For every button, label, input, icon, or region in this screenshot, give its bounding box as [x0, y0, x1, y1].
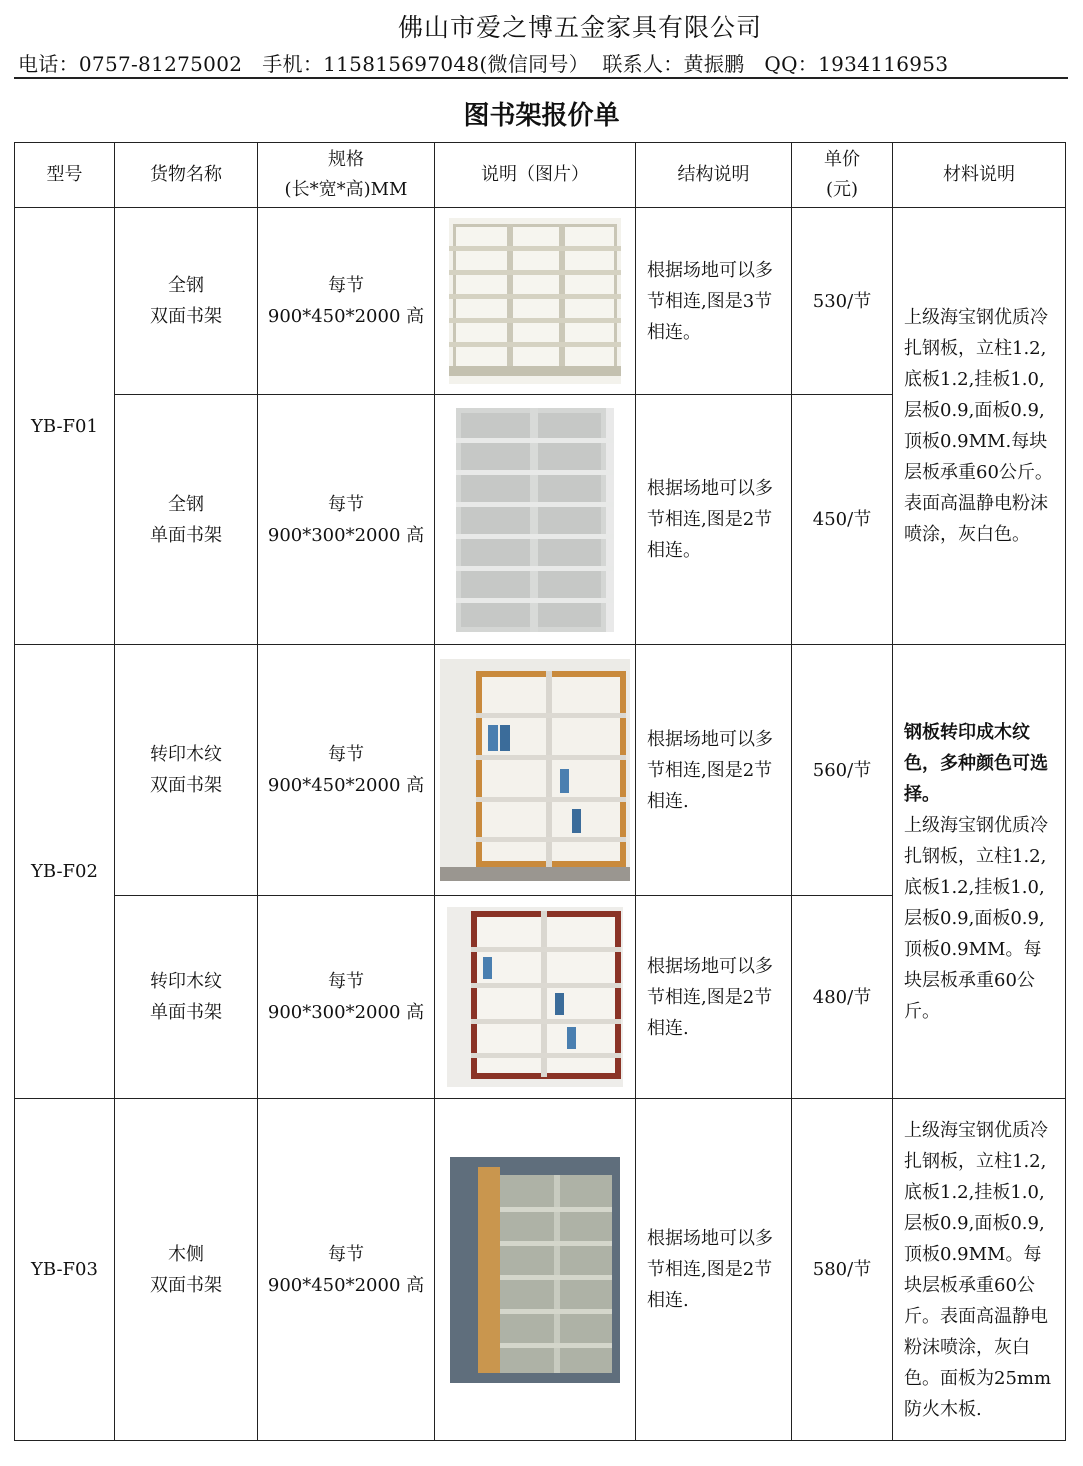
name-cell: 全钢 单面书架 [115, 395, 258, 645]
header-picture: 说明（图片） [435, 143, 636, 208]
model-cell: YB-F03 [15, 1099, 115, 1441]
header-model: 型号 [15, 143, 115, 208]
material-cell [893, 208, 1066, 645]
price-cell: 530/节 [792, 208, 893, 395]
model-cell: YB-F02 [15, 645, 115, 1099]
wood-side-double-bookshelf-image [450, 1157, 620, 1383]
material-text: 上级海宝钢优质冷扎钢板，立柱1.2,底板1.2,挂板1.0,层板0.9,面板0.9,顶板0.9MM。每块层板承重60公斤。 [904, 814, 1048, 1022]
header-spec: 规格 (长*宽*高)MM [258, 143, 435, 208]
company-name: 佛山市爱之博五金家具有限公司 [397, 13, 762, 42]
spec-cell: 每节 900*300*2000 高 [258, 395, 435, 645]
spec-cell: 每节 900*450*2000 高 [258, 1099, 435, 1441]
material-cell [893, 1099, 1066, 1441]
price-cell: 480/节 [792, 896, 893, 1099]
model-cell: YB-F01 [15, 208, 115, 645]
header-divider [14, 77, 1068, 79]
table-row [15, 1099, 1066, 1441]
name-cell: 转印木纹 单面书架 [115, 896, 258, 1099]
spec-cell: 每节 900*450*2000 高 [258, 645, 435, 896]
structure-cell: 根据场地可以多节相连,图是2节相连。 [636, 395, 792, 645]
spec-cell: 每节 900*300*2000 高 [258, 896, 435, 1099]
price-cell: 450/节 [792, 395, 893, 645]
name-cell: 木侧 双面书架 [115, 1099, 258, 1441]
material-cell [893, 645, 1066, 1099]
header-price: 单价 (元) [792, 143, 893, 208]
steel-single-bookshelf-image [456, 408, 614, 632]
header-name: 货物名称 [115, 143, 258, 208]
material-text: 上级海宝钢优质冷扎钢板，立柱1.2,底板1.2,挂板1.0,层板0.9,面板0.9,顶板0.9MM。每块层板承重60公斤。表面高温静电粉沫喷涂，灰白色。面板为25mm防火木板. [904, 1119, 1052, 1420]
header-structure: 结构说明 [636, 143, 792, 208]
structure-cell: 根据场地可以多节相连,图是3节相连。 [636, 208, 792, 395]
picture-cell [435, 395, 636, 645]
price-cell: 580/节 [792, 1099, 893, 1441]
header-row [15, 143, 1066, 208]
contact-line: 电话：0757-81275002 手机：115815697048(微信同号） 联系人：黄振鹏 QQ：1934116953 [18, 52, 949, 76]
picture-cell [435, 208, 636, 395]
steel-double-bookshelf-image [449, 218, 621, 384]
table-row [15, 208, 1066, 395]
material-highlight: 钢板转印成木纹色，多种颜色可选择。 [904, 721, 1048, 805]
material-text: 上级海宝钢优质冷扎钢板，立柱1.2,底板1.2,挂板1.0,层板0.9,面板0.9,顶板0.9MM.每块层板承重60公斤。表面高温静电粉沫喷涂，灰白色。 [904, 307, 1053, 545]
structure-cell: 根据场地可以多节相连,图是2节相连. [636, 1099, 792, 1441]
woodgrain-double-bookshelf-image [440, 659, 630, 881]
quote-table [14, 142, 1066, 1441]
name-cell: 转印木纹 双面书架 [115, 645, 258, 896]
structure-cell: 根据场地可以多节相连,图是2节相连. [636, 896, 792, 1099]
document-title: 图书架报价单 [463, 101, 620, 131]
picture-cell [435, 1099, 636, 1441]
picture-cell [435, 896, 636, 1099]
spec-cell: 每节 900*450*2000 高 [258, 208, 435, 395]
picture-cell [435, 645, 636, 896]
header-material: 材料说明 [893, 143, 1066, 208]
table-row [15, 645, 1066, 896]
price-cell: 560/节 [792, 645, 893, 896]
woodgrain-single-bookshelf-image [447, 907, 623, 1087]
name-cell: 全钢 双面书架 [115, 208, 258, 395]
structure-cell: 根据场地可以多节相连,图是2节相连. [636, 645, 792, 896]
